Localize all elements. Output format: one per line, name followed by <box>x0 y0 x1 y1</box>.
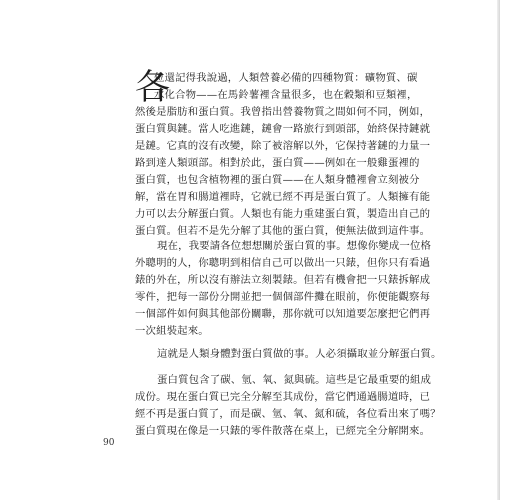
text-line: 位還記得我說過，人類營養必備的四種物質：礦物質、碳 <box>154 72 418 84</box>
text-line: 這就是人類身體對蛋白質做的事。人必須攝取並分解蛋白質。 <box>157 348 442 360</box>
paragraph-2 <box>135 238 432 340</box>
text-line: 外聰明的人，你聰明到相信自己可以做出一只錶，但你只有看過 <box>135 257 431 269</box>
text-line: 經不再是蛋白質了，而是碳、氫、氧、氮和硫，各位看出來了嗎？ <box>135 408 441 420</box>
text-line: 蛋白質包含了碳、氫、氧、氮與硫。這些是它最重要的組成 <box>157 374 432 386</box>
text-line: 解，當在胃和腸道裡時，它就已經不再是蛋白質了。人類擁有能 <box>135 191 431 203</box>
paragraph-3 <box>135 346 442 363</box>
text-line: 一個部件如何與其他部份關聯，那你就可以知道要怎麼把它們再 <box>135 308 431 320</box>
text-line: 成份。現在蛋白質已完全分解至其成份，當它們通過腸道時，已 <box>135 391 431 403</box>
text-line: 零件，把每一部份分開並把一個個部件攤在眼前，你便能觀察每 <box>135 291 431 303</box>
text-line: 蛋白質與鏈。當人吃進鏈，鏈會一路旅行到頭部，始終保持鏈就 <box>135 123 431 135</box>
paragraph-1 <box>135 70 431 240</box>
text-line: 一次組裝起來。 <box>135 325 209 337</box>
page-gutter <box>497 0 500 500</box>
text-line: 然後是脂肪和蛋白質。我曾指出營養物質之間如何不同，例如， <box>135 106 431 118</box>
text-line: 是鏈。它真的沒有改變，除了被溶解以外，它保持著鏈的力量一 <box>135 140 431 152</box>
text-line: 蛋白質。但若不是先分解了其他的蛋白質，便無法做到這件事。 <box>135 225 431 237</box>
text-line: 路到達人類頭部。相對於此，蛋白質——例如在一般雞蛋裡的 <box>135 157 420 169</box>
text-line: 力可以去分解蛋白質。人類也有能力重建蛋白質，製造出自己的 <box>135 208 431 220</box>
drop-cap: 各 <box>135 68 171 108</box>
text-line: 現在，我要請各位想想關於蛋白質的事。想像你變成一位格 <box>157 240 432 252</box>
text-line: 水化合物——在馬鈴薯裡含量很多，也在穀類和豆類裡， <box>154 89 418 101</box>
text-line: 蛋白質，也包含植物裡的蛋白質——在人類身體裡會立刻被分 <box>135 174 420 186</box>
paragraph-4 <box>135 372 441 440</box>
text-line: 蛋白質現在像是一只錶的零件散落在桌上，已經完全分解開來。 <box>135 425 431 437</box>
page-number: 90 <box>103 438 115 448</box>
text-line: 錶的外在，所以沒有辦法立刻製錶。但若有機會把一只錶拆解成 <box>135 274 431 286</box>
